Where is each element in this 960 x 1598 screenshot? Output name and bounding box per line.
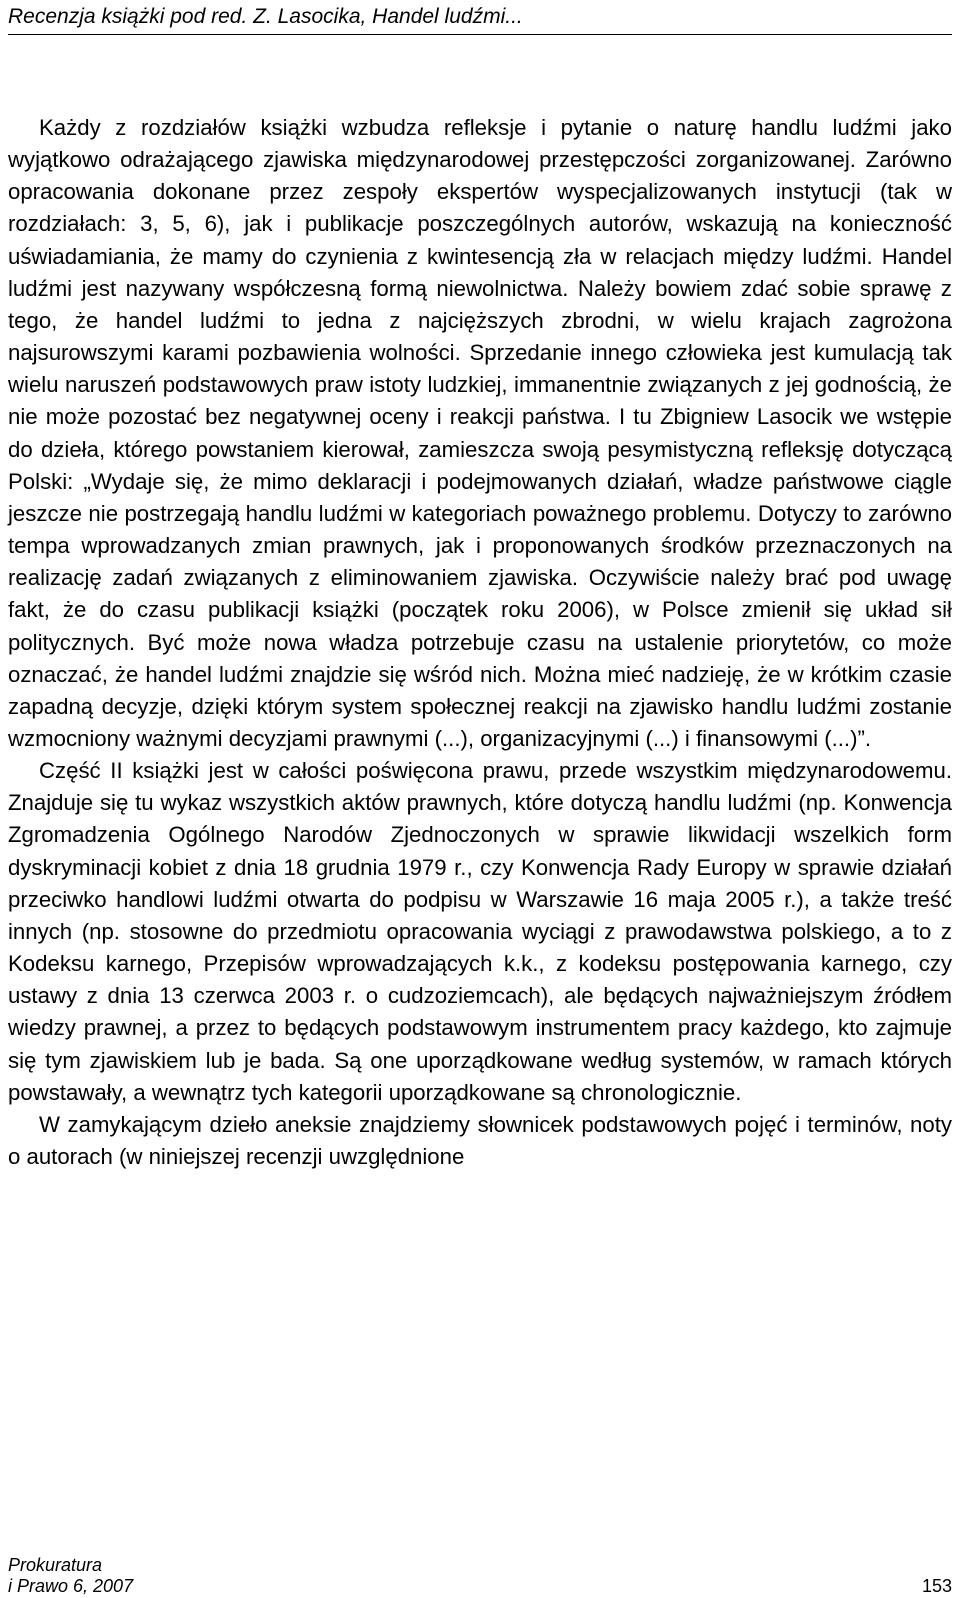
footer-journal-issue: i Prawo 6, 2007 <box>8 1576 134 1596</box>
body-text <box>8 112 952 1173</box>
running-header: Recenzja książki pod red. Z. Lasocika, Handel ludźmi... <box>8 5 523 28</box>
header-rule <box>8 34 952 35</box>
paragraph-3: W zamykającym dzieło aneksie znajdziemy słownicek podstawowych pojęć i terminów, noty o autorach (w niniejszej recenzji uwzględnione <box>8 1111 952 1169</box>
paragraph-2: Część II książki jest w całości poświęcona prawu, przede wszystkim międzynarodowemu. Znajduje się tu wykaz wszystkich aktów prawnych, które dotyczą handlu ludźmi (np. Konwencja Zgromadzenia Ogólnego Narodów Zjednoczonych w sprawie likwidacji wszelkich form dyskryminacji kobiet z dnia 18 grudnia 1979 r., czy Konwencja Rady Europy w sprawie działań przeciwko handlowi ludźmi otwarta do podpisu w Warszawie 16 maja 2005 r.), a także treść innych (np. stosowne do przedmiotu opracowania wyciągi z prawodawstwa polskiego, a to z Kodeksu karnego, Przepisów wprowadzających k.k., z kodeksu postępowania karnego, czy ustawy z dnia 13 czerwca 2003 r. o cudzoziemcach), ale będących najważniejszym źródłem wiedzy prawnej, a przez to będących podstawowym instrumentem pracy każdego, kto zajmuje się tym zjawiskiem lub je bada. Są one uporządkowane według systemów, w ramach których powstawały, a wewnątrz tych kategorii uporządkowane są chronologicznie. <box>8 758 952 1105</box>
footer-journal-name: Prokuratura <box>8 1555 103 1575</box>
footer-journal <box>8 1555 133 1597</box>
page-number: 153 <box>921 1576 952 1596</box>
paragraph-1: Każdy z rozdziałów książki wzbudza refleksje i pytanie o naturę handlu ludźmi jako wyjątkowo odrażającego zjawiska międzynarodowej przestępczości zorganizowanej. Zarówno opracowania dokonane przez zespoły ekspertów wyspecjalizowanych instytucji (tak w rozdziałach: 3, 5, 6), jak i publikacje poszczególnych autorów, wskazują na konieczność uświadamiania, że mamy do czynienia z kwintesencją zła w relacjach między ludźmi. Handel ludźmi jest nazywany współczesną formą niewolnictwa. Należy bowiem zdać sobie sprawę z tego, że handel ludźmi to jedna z najcięższych zbrodni, w wielu krajach zagrożona najsurowszymi karami pozbawienia wolności. Sprzedanie innego człowieka jest kumulacją tak wielu naruszeń podstawowych praw istoty ludzkiej, immanentnie związanych z jej godnością, że nie może pozostać bez negatywnej oceny i reakcji państwa. I tu Zbigniew Lasocik we wstępie do dzieła, którego powstaniem kierował, zamieszcza swoją pesymistyczną refleksję dotyczącą Polski: „Wydaje się, że mimo deklaracji i podejmowanych działań, władze państwowe ciągle jeszcze nie postrzegają handlu ludźmi w kategoriach poważnego problemu. Dotyczy to zarówno tempa wprowadzanych zmian prawnych, jak i proponowanych środków przeznaczonych na realizację zadań związanych z eliminowaniem zjawiska. Oczywiście należy brać pod uwagę fakt, że do czasu publikacji książki (początek roku 2006), w Polsce zmienił się układ sił politycznych. Być może nowa władza potrzebuje czasu na ustalenie priorytetów, co może oznaczać, że handel ludźmi znajdzie się wśród nich. Można mieć nadzieję, że w krótkim czasie zapadną decyzje, dzięki którym system społecznej reakcji na zjawisko handlu ludźmi zostanie wzmocniony ważnymi decyzjami prawnymi (...), organizacyjnymi (...) i finansowymi (...)”. <box>8 115 952 751</box>
